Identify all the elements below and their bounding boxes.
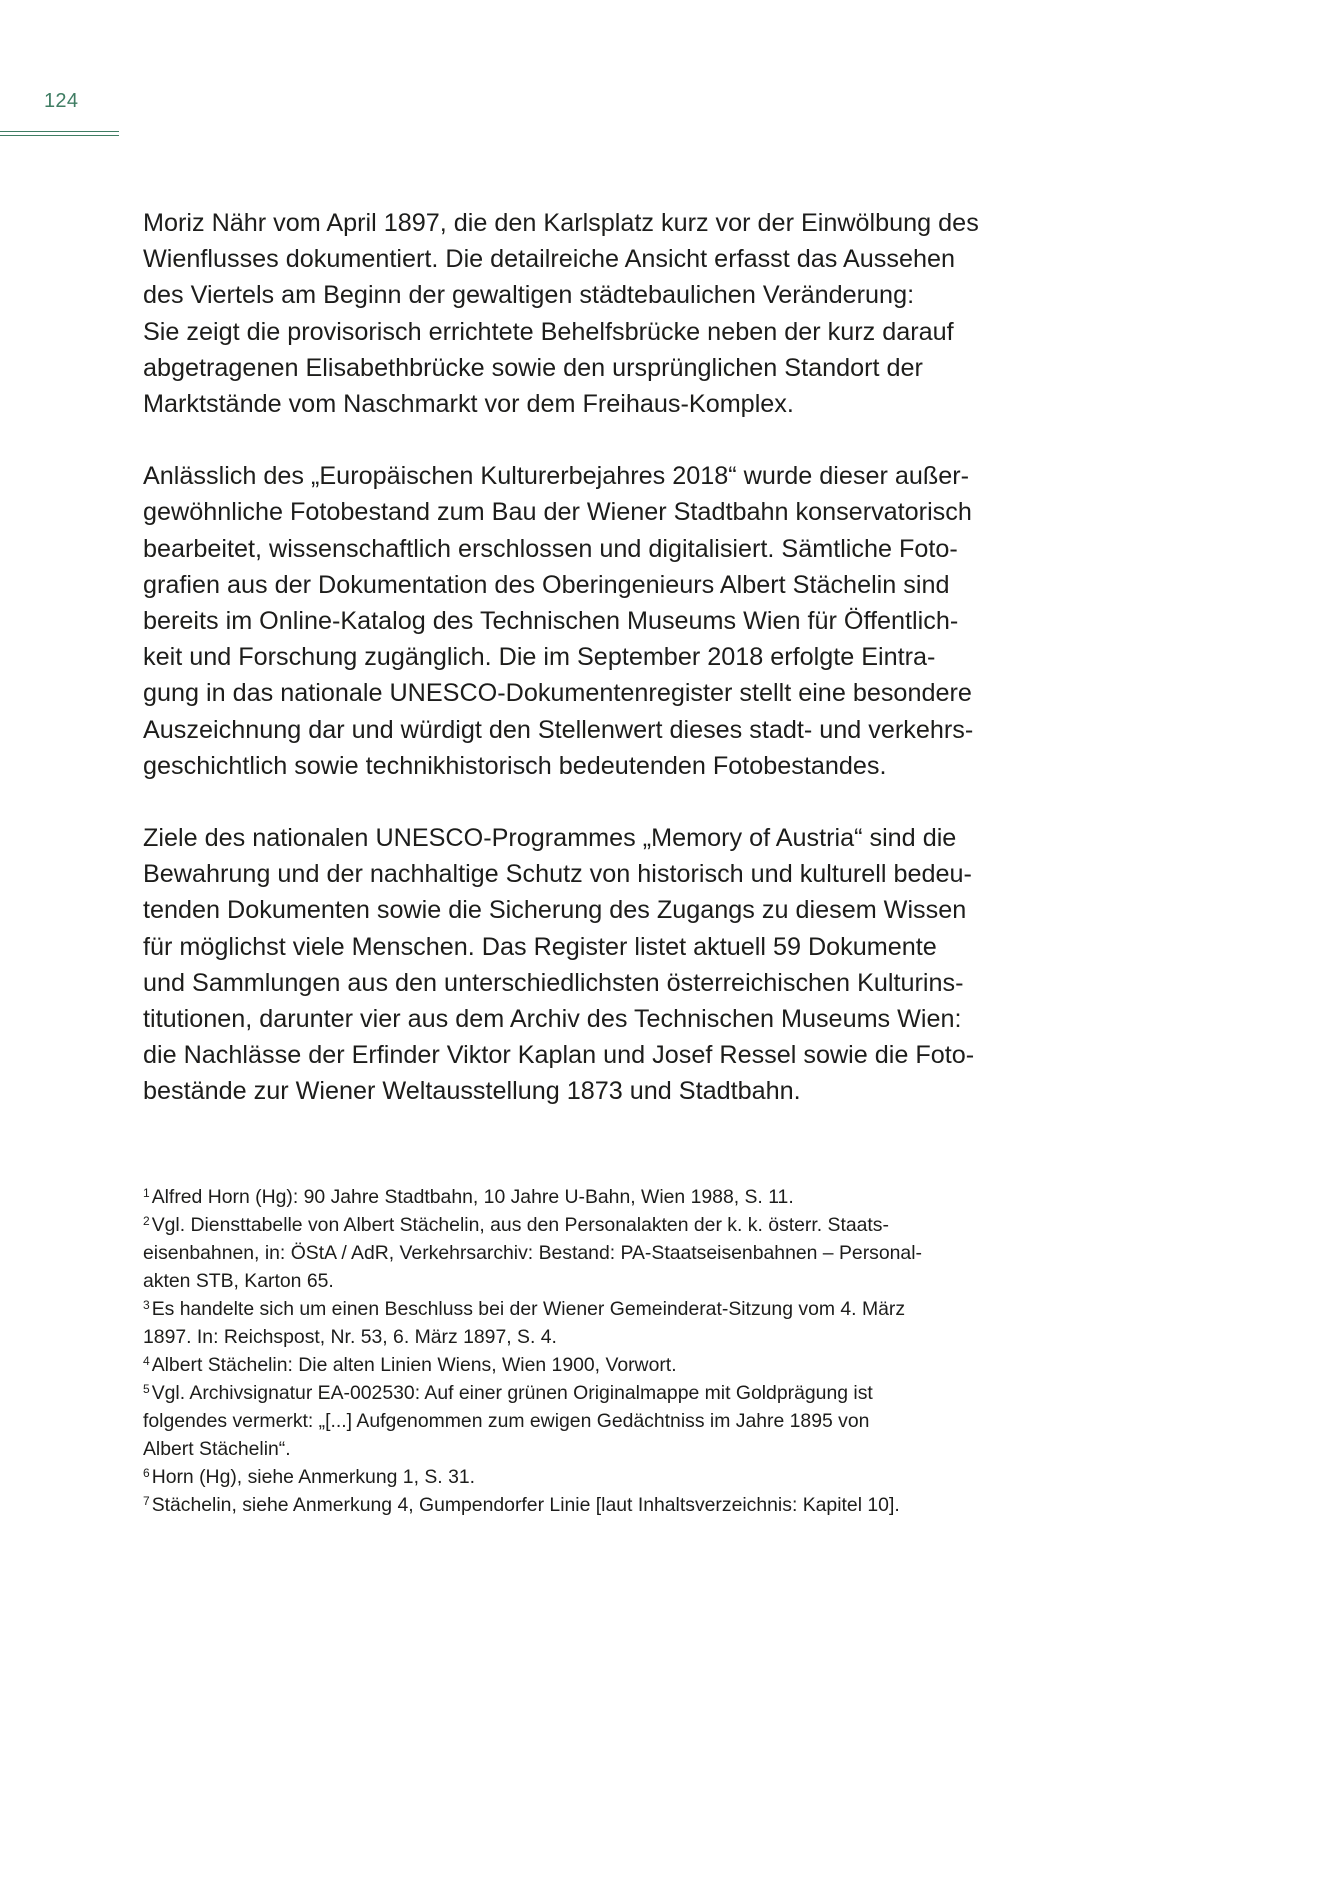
- text-line: Auszeichnung dar und würdigt den Stellenwert dieses stadt- und verkehrs-: [143, 715, 974, 744]
- text-line: Anlässlich des „Europäischen Kulturerbejahres 2018“ wurde dieser außer-: [143, 462, 970, 491]
- text-line: Bewahrung und der nachhaltige Schutz von historisch und kulturell bedeu-: [143, 860, 972, 889]
- footnote-line: 1897. In: Reichspost, Nr. 53, 6. März 1897, S. 4.: [143, 1326, 557, 1348]
- footnote-line: [143, 1379, 1043, 1407]
- footnote-text: Alfred Horn (Hg): 90 Jahre Stadtbahn, 10 Jahre U-Bahn, Wien 1988, S. 11.: [151, 1186, 794, 1208]
- footnote-line: folgendes vermerkt: „[...] Aufgenommen zum ewigen Gedächtniss im Jahre 1895 von: [143, 1410, 870, 1432]
- footnote-marker: 4: [143, 1354, 150, 1368]
- footnote-text: Es handelte sich um einen Beschluss bei der Wiener Gemeinderat-Sitzung vom 4. März: [151, 1298, 906, 1320]
- footnote-text: Albert Stächelin: Die alten Linien Wiens, Wien 1900, Vorwort.: [151, 1354, 677, 1376]
- paragraph: [143, 205, 1043, 422]
- footnote: [143, 1351, 1043, 1379]
- body-text: [143, 205, 1043, 1146]
- footnote-line: [143, 1491, 1043, 1519]
- footnote: [143, 1463, 1043, 1491]
- footnote-marker: 1: [143, 1186, 150, 1200]
- page-rule: [0, 131, 119, 132]
- text-line: gung in das nationale UNESCO-Dokumentenregister stellt eine besondere: [143, 679, 972, 708]
- text-line: Wienflusses dokumentiert. Die detailreiche Ansicht erfasst das Aussehen: [143, 245, 956, 274]
- footnote: [143, 1295, 1043, 1351]
- text-line: die Nachlässe der Erfinder Viktor Kaplan und Josef Ressel sowie die Foto-: [143, 1041, 975, 1070]
- footnote-line: [143, 1295, 1043, 1323]
- text-line: Moriz Nähr vom April 1897, die den Karlsplatz kurz vor der Einwölbung des: [143, 209, 979, 237]
- footnote-marker: 7: [143, 1494, 150, 1508]
- footnote-marker: 5: [143, 1382, 150, 1396]
- text-line: bestände zur Wiener Weltausstellung 1873 und Stadtbahn.: [143, 1077, 801, 1106]
- paragraph: [143, 820, 1043, 1110]
- footnote-line: akten STB, Karton 65.: [143, 1270, 334, 1292]
- text-line: titutionen, darunter vier aus dem Archiv des Technischen Museums Wien:: [143, 1005, 962, 1034]
- text-line: abgetragenen Elisabethbrücke sowie den ursprünglichen Standort der: [143, 353, 923, 382]
- footnote: [143, 1491, 1043, 1519]
- text-line: Ziele des nationalen UNESCO-Programmes „Memory of Austria“ sind die: [143, 824, 957, 853]
- footnote-line: [143, 1211, 1043, 1239]
- footnote-marker: 6: [143, 1466, 150, 1480]
- footnotes: [143, 1183, 1043, 1519]
- page-number: 124: [44, 90, 79, 112]
- footnote-line: [143, 1183, 1043, 1211]
- footnote: [143, 1183, 1043, 1211]
- text-line: bearbeitet, wissenschaftlich erschlossen und digitalisiert. Sämtliche Foto-: [143, 534, 958, 563]
- text-line: Sie zeigt die provisorisch errichtete Behelfsbrücke neben der kurz darauf: [143, 317, 954, 346]
- text-line: gewöhnliche Fotobestand zum Bau der Wiener Stadtbahn konservatorisch: [143, 498, 972, 527]
- footnote-marker: 2: [143, 1214, 150, 1228]
- text-line: geschichtlich sowie technikhistorisch bedeutenden Fotobestandes.: [143, 751, 887, 780]
- text-line: des Viertels am Beginn der gewaltigen städtebaulichen Veränderung:: [143, 281, 915, 310]
- footnote: [143, 1211, 1043, 1295]
- text-line: grafien aus der Dokumentation des Oberingenieurs Albert Stächelin sind: [143, 570, 950, 599]
- text-line: tenden Dokumenten sowie die Sicherung des Zugangs zu diesem Wissen: [143, 896, 967, 925]
- footnote-text: Horn (Hg), siehe Anmerkung 1, S. 31.: [151, 1466, 476, 1488]
- footnote-line: Albert Stächelin“.: [143, 1438, 291, 1460]
- footnote-text: Stächelin, siehe Anmerkung 4, Gumpendorfer Linie [laut Inhaltsverzeichnis: Kapitel 10].: [151, 1494, 900, 1516]
- footnote-line: [143, 1351, 1043, 1379]
- footnote-marker: 3: [143, 1298, 150, 1312]
- text-line: Marktstände vom Naschmarkt vor dem Freihaus-Komplex.: [143, 390, 794, 419]
- page-rule: [0, 135, 119, 136]
- paragraph: [143, 458, 1043, 784]
- text-line: bereits im Online-Katalog des Technischen Museums Wien für Öffentlich-: [143, 607, 959, 636]
- text-line: für möglichst viele Menschen. Das Register listet aktuell 59 Dokumente: [143, 932, 937, 961]
- footnote-line: eisenbahnen, in: ÖStA / AdR, Verkehrsarchiv: Bestand: PA-Staatseisenbahnen – Personal-: [143, 1242, 922, 1264]
- footnote-text: Vgl. Diensttabelle von Albert Stächelin, aus den Personalakten der k. k. österr. Staats-: [151, 1214, 889, 1236]
- text-line: und Sammlungen aus den unterschiedlichsten österreichischen Kulturins-: [143, 968, 964, 997]
- footnote: [143, 1379, 1043, 1463]
- footnote-text: Vgl. Archivsignatur EA-002530: Auf einer grünen Originalmappe mit Goldprägung ist: [151, 1382, 873, 1404]
- text-line: keit und Forschung zugänglich. Die im September 2018 erfolgte Eintra-: [143, 643, 936, 672]
- footnote-line: [143, 1463, 1043, 1491]
